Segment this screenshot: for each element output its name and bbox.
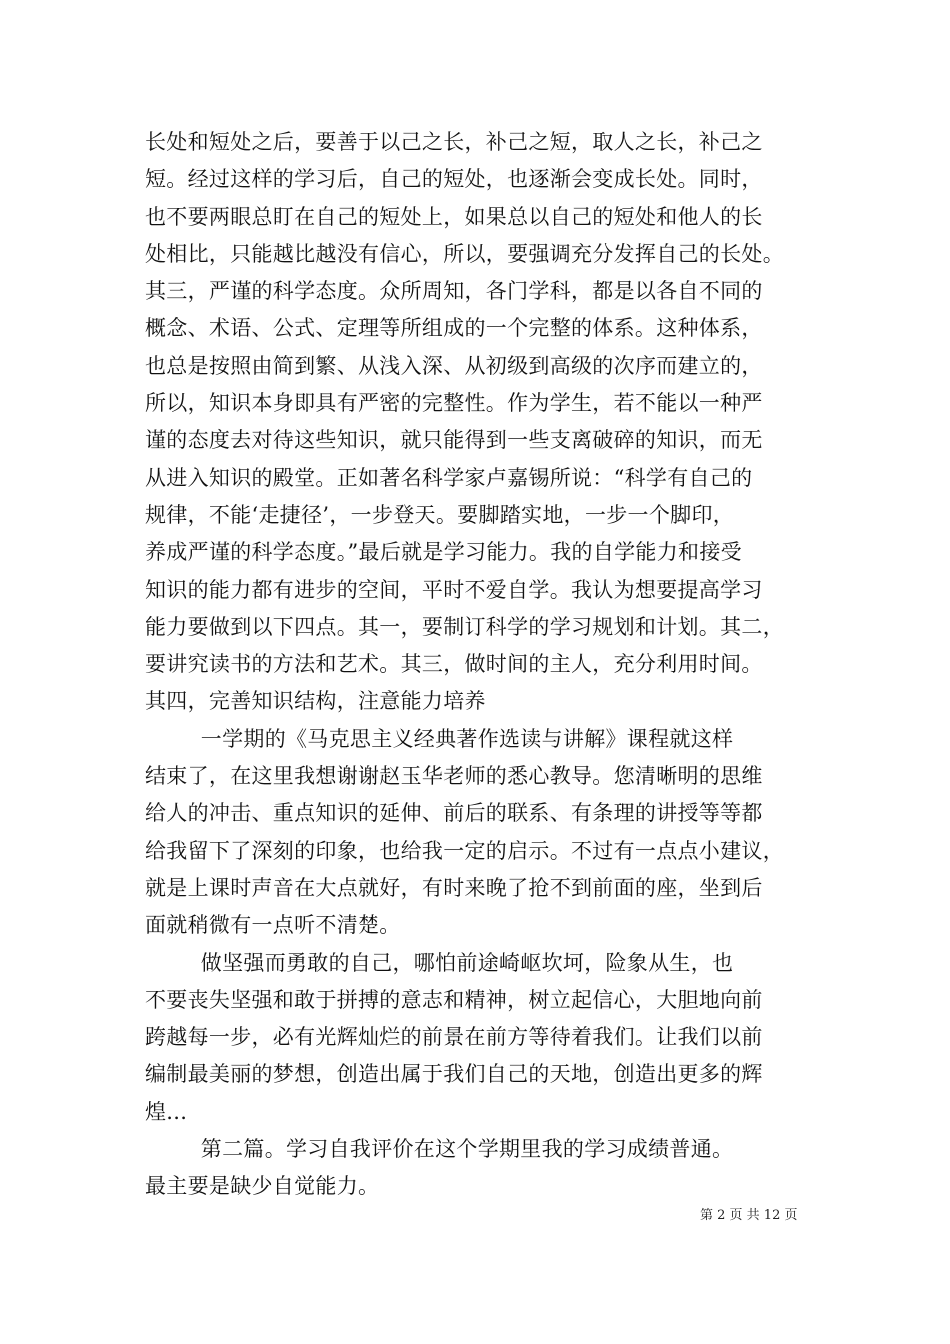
text-line: 能力要做到以下四点。其一，要制订科学的学习规划和计划。其二， (145, 614, 784, 639)
text-line: 一学期的《马克思主义经典著作选读与讲解》课程就这样 (145, 726, 734, 751)
text-line: 就是上课时声音在大点就好，有时来晚了抢不到前面的座，坐到后 (145, 875, 763, 900)
text-line: 面就稍微有一点听不清楚。 (145, 913, 401, 938)
body-text (145, 124, 805, 1206)
text-line: 也总是按照由简到繁、从浅入深、从初级到高级的次序而建立的， (145, 353, 763, 378)
text-line: 谨的态度去对待这些知识，就只能得到一些支离破碎的知识，而无 (145, 428, 763, 453)
text-line: 短。经过这样的学习后，自己的短处，也逐渐会变成长处。同时， (145, 167, 763, 192)
text-line: 编制最美丽的梦想，创造出属于我们自己的天地，创造出更多的辉 (145, 1062, 763, 1087)
text-line: 处相比，只能越比越没有信心，所以，要强调充分发挥自己的长处。 (145, 241, 784, 266)
text-line: 从进入知识的殿堂。正如著名科学家卢嘉锡所说：“科学有自己的 (145, 465, 753, 490)
text-line: 其四，完善知识结构，注意能力培养 (145, 689, 486, 714)
text-line: 给人的冲击、重点知识的延伸、前后的联系、有条理的讲授等等都 (145, 801, 763, 826)
text-line: 规律，不能‘走捷径’，一步登天。要脚踏实地，一步一个脚印， (145, 502, 735, 527)
text-line: 煌... (145, 1099, 188, 1124)
text-line: 知识的能力都有进步的空间，平时不爱自学。我认为想要提高学习 (145, 577, 763, 602)
text-line: 结束了，在这里我想谢谢赵玉华老师的悉心教导。您清晰明的思维 (145, 764, 763, 789)
text-line: 也不要两眼总盯在自己的短处上，如果总以自己的短处和他人的长 (145, 204, 763, 229)
text-line: 做坚强而勇敢的自己，哪怕前途崎岖坎坷，险象从生，也 (145, 950, 734, 975)
text-line: 概念、术语、公式、定理等所组成的一个完整的体系。这种体系， (145, 316, 763, 341)
text-line: 最主要是缺少自觉能力。 (145, 1174, 380, 1199)
page-number-footer: 第 2 页 共 12 页 (700, 1208, 798, 1223)
text-line: 要讲究读书的方法和艺术。其三，做时间的主人，充分利用时间。 (145, 652, 763, 677)
text-line: 其三，严谨的科学态度。众所周知，各门学科，都是以各自不同的 (145, 279, 763, 304)
text-line: 不要丧失坚强和敢于拼搏的意志和精神，树立起信心，大胆地向前 (145, 987, 763, 1012)
text-line: 跨越每一步，必有光辉灿烂的前景在前方等待着我们。让我们以前 (145, 1025, 763, 1050)
text-line: 给我留下了深刻的印象，也给我一定的启示。不过有一点点小建议， (145, 838, 784, 863)
text-line: 长处和短处之后，要善于以己之长，补己之短，取人之长，补己之 (145, 130, 763, 154)
text-line: 养成严谨的科学态度。”最后就是学习能力。我的自学能力和接受 (145, 540, 742, 565)
text-line: 第二篇。学习自我评价在这个学期里我的学习成绩普通。 (145, 1137, 734, 1162)
text-line: 所以，知识本身即具有严密的完整性。作为学生，若不能以一种严 (145, 391, 763, 416)
